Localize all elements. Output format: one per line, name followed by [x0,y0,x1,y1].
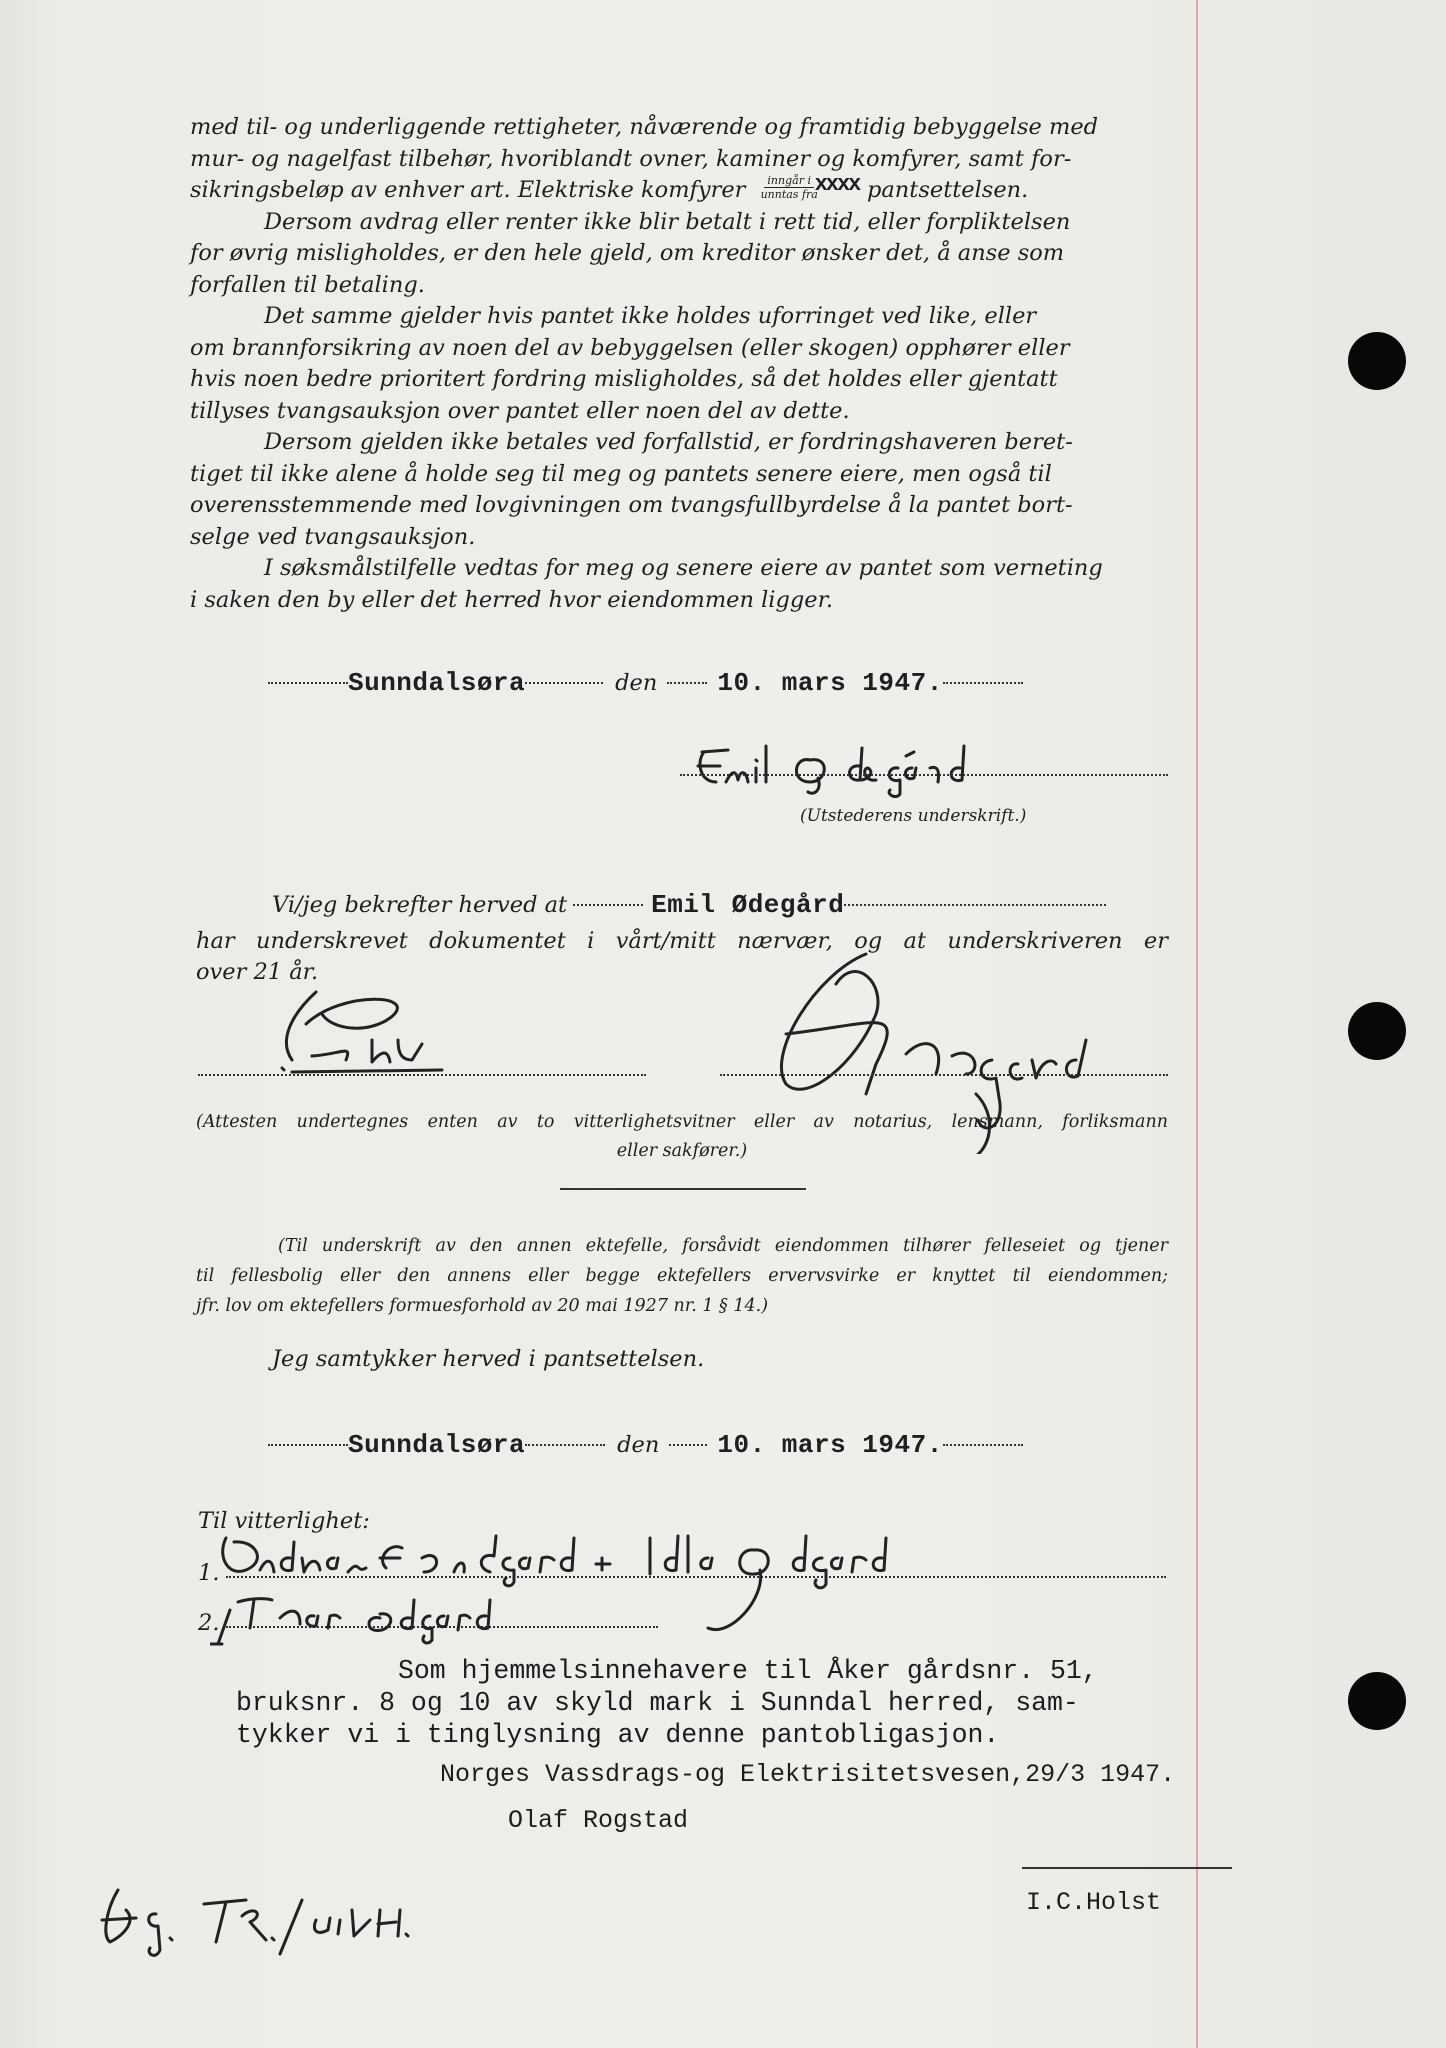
body-line: overensstemmende med lovgivningen om tvangsfullbyrdelse å la pantet bort- [190,492,1073,518]
body-line-komfyrer: sikringsbeløp av enhver art. Elektriske komfyrer inngår i unntas fra xxxx pantsettelsen. [190,171,1029,203]
body-line: for øvrig misligholdes, er den hele gjeld, om kreditor ønsker det, å anse som [190,240,1065,266]
body-line: selge ved tvangsauksjon. [190,523,476,550]
punch-hole [1348,1672,1406,1730]
body-line: om brannforsikring av noen del av bebyggelsen (eller skogen) opphører eller [190,334,1070,361]
date-value: 10. mars 1947. [717,1430,943,1460]
body-text [190,112,1170,616]
place-value: Sunndalsøra [348,1430,526,1460]
date-value: 10. mars 1947. [717,668,943,698]
punch-hole [1348,1002,1406,1060]
confirm-line: Vi/jeg bekrefter herved at Emil Ødegård [272,890,1106,920]
body-line: hvis noen bedre prioritert fordring misligholdes, så det holdes eller gjentatt [190,366,1058,392]
holst-rule [1022,1867,1232,1869]
attest-note-line-2: eller sakfører.) [616,1141,748,1161]
typed-organization: Norges Vassdrags-og Elektrisitetsvesen,29/3 1947. [440,1760,1176,1789]
issuer-caption: (Utstederens underskrift.) [800,806,1027,826]
body-line: med til- og underliggende rettigheter, nåværende og framtidig bebyggelse med [190,114,1099,140]
witness-line-right [720,1074,1168,1076]
section-divider [560,1188,806,1190]
body-line: Dersom avdrag eller renter ikke blir betalt i rett tid, eller forpliktelsen [264,208,1071,235]
witness-heading: Til vitterlighet: [198,1508,370,1534]
typed-holst: I.C.Holst [1026,1888,1162,1917]
confirm-line-3: over 21 år. [196,959,319,985]
body-line: Dersom gjelden ikke betales ved forfallstid, er fordringshaveren beret- [264,429,1073,455]
place-value: Sunndalsøra [348,668,526,698]
body-line: i saken den by eller det herred hvor eiendommen ligger. [190,586,834,613]
place-date-line [268,668,1023,698]
place-date-line-2 [268,1430,1023,1460]
typed-note-line-3: tykker vi i tinglysning av denne pantobligasjon. [236,1720,1000,1750]
punch-hole [1348,332,1406,390]
issuer-signature [690,738,1060,798]
spouse-note-line-3: jfr. lov om ektefellers formuesforhold av 20 mai 1927 nr. 1 § 14.) [196,1296,769,1316]
witness-line-left [198,1074,646,1076]
margin-rule [1196,0,1198,2048]
body-line: tiget til ikke alene å holde seg til meg og pantets senere eiere, men også til [190,460,1052,487]
spouse-note-line-2: til fellesbolig eller den annens eller begge ektefellers ervervsvirke er knyttet til eiendommen; [196,1266,1168,1286]
body-line: tillyses tvangsauksjon over pantet eller noen del av dette. [190,397,850,424]
body-line: I søksmålstilfelle vedtas for meg og senere eiere av pantet som verneting [264,555,1103,581]
den-label: den [617,1432,660,1458]
typed-note-line-2: bruksnr. 8 og 10 av skyld mark i Sunndal herred, sam- [236,1688,1079,1718]
typed-note-line-1: Som hjemmelsinnehavere til Åker gårdsnr. 51, [398,1656,1098,1686]
confirm-line-2: har underskrevet dokumentet i vårt/mitt nærvær, og at underskriveren er [196,928,1168,954]
body-line: mur- og nagelfast tilbehør, hvoriblandt ovner, kaminer og komfyrer, samt for- [190,145,1072,172]
witness-signature-left [272,984,452,1076]
witness-number-2: 2. [198,1610,220,1636]
body-line: forfallen til betaling. [190,271,425,298]
witness-number-1: 1. [198,1560,220,1586]
overtype-mark: xxxx [814,171,860,197]
include-exclude-fraction: inngår i unntas fra xxxx [760,171,860,201]
attest-note-line-1: (Attesten undertegnes enten av to vitterlighetsvitner eller av notarius, lensmann, forliksmann [196,1112,1168,1132]
spouse-note-line-1: (Til underskrift av den annen ektefelle, forsåvidt eiendommen tilhører felleseiet og tjener [278,1236,1168,1256]
issuer-signature-line [680,774,1168,776]
registry-mark-handwritten [96,1880,426,1960]
witness-signatures-handwritten [210,1528,1110,1646]
consent-text: Jeg samtykker herved i pantsettelsen. [272,1346,705,1372]
confirm-name: Emil Ødegård [651,890,845,920]
body-line: Det samme gjelder hvis pantet ikke holdes uforringet ved like, eller [264,303,1037,329]
typed-signer: Olaf Rogstad [508,1806,689,1835]
den-label: den [615,670,658,696]
